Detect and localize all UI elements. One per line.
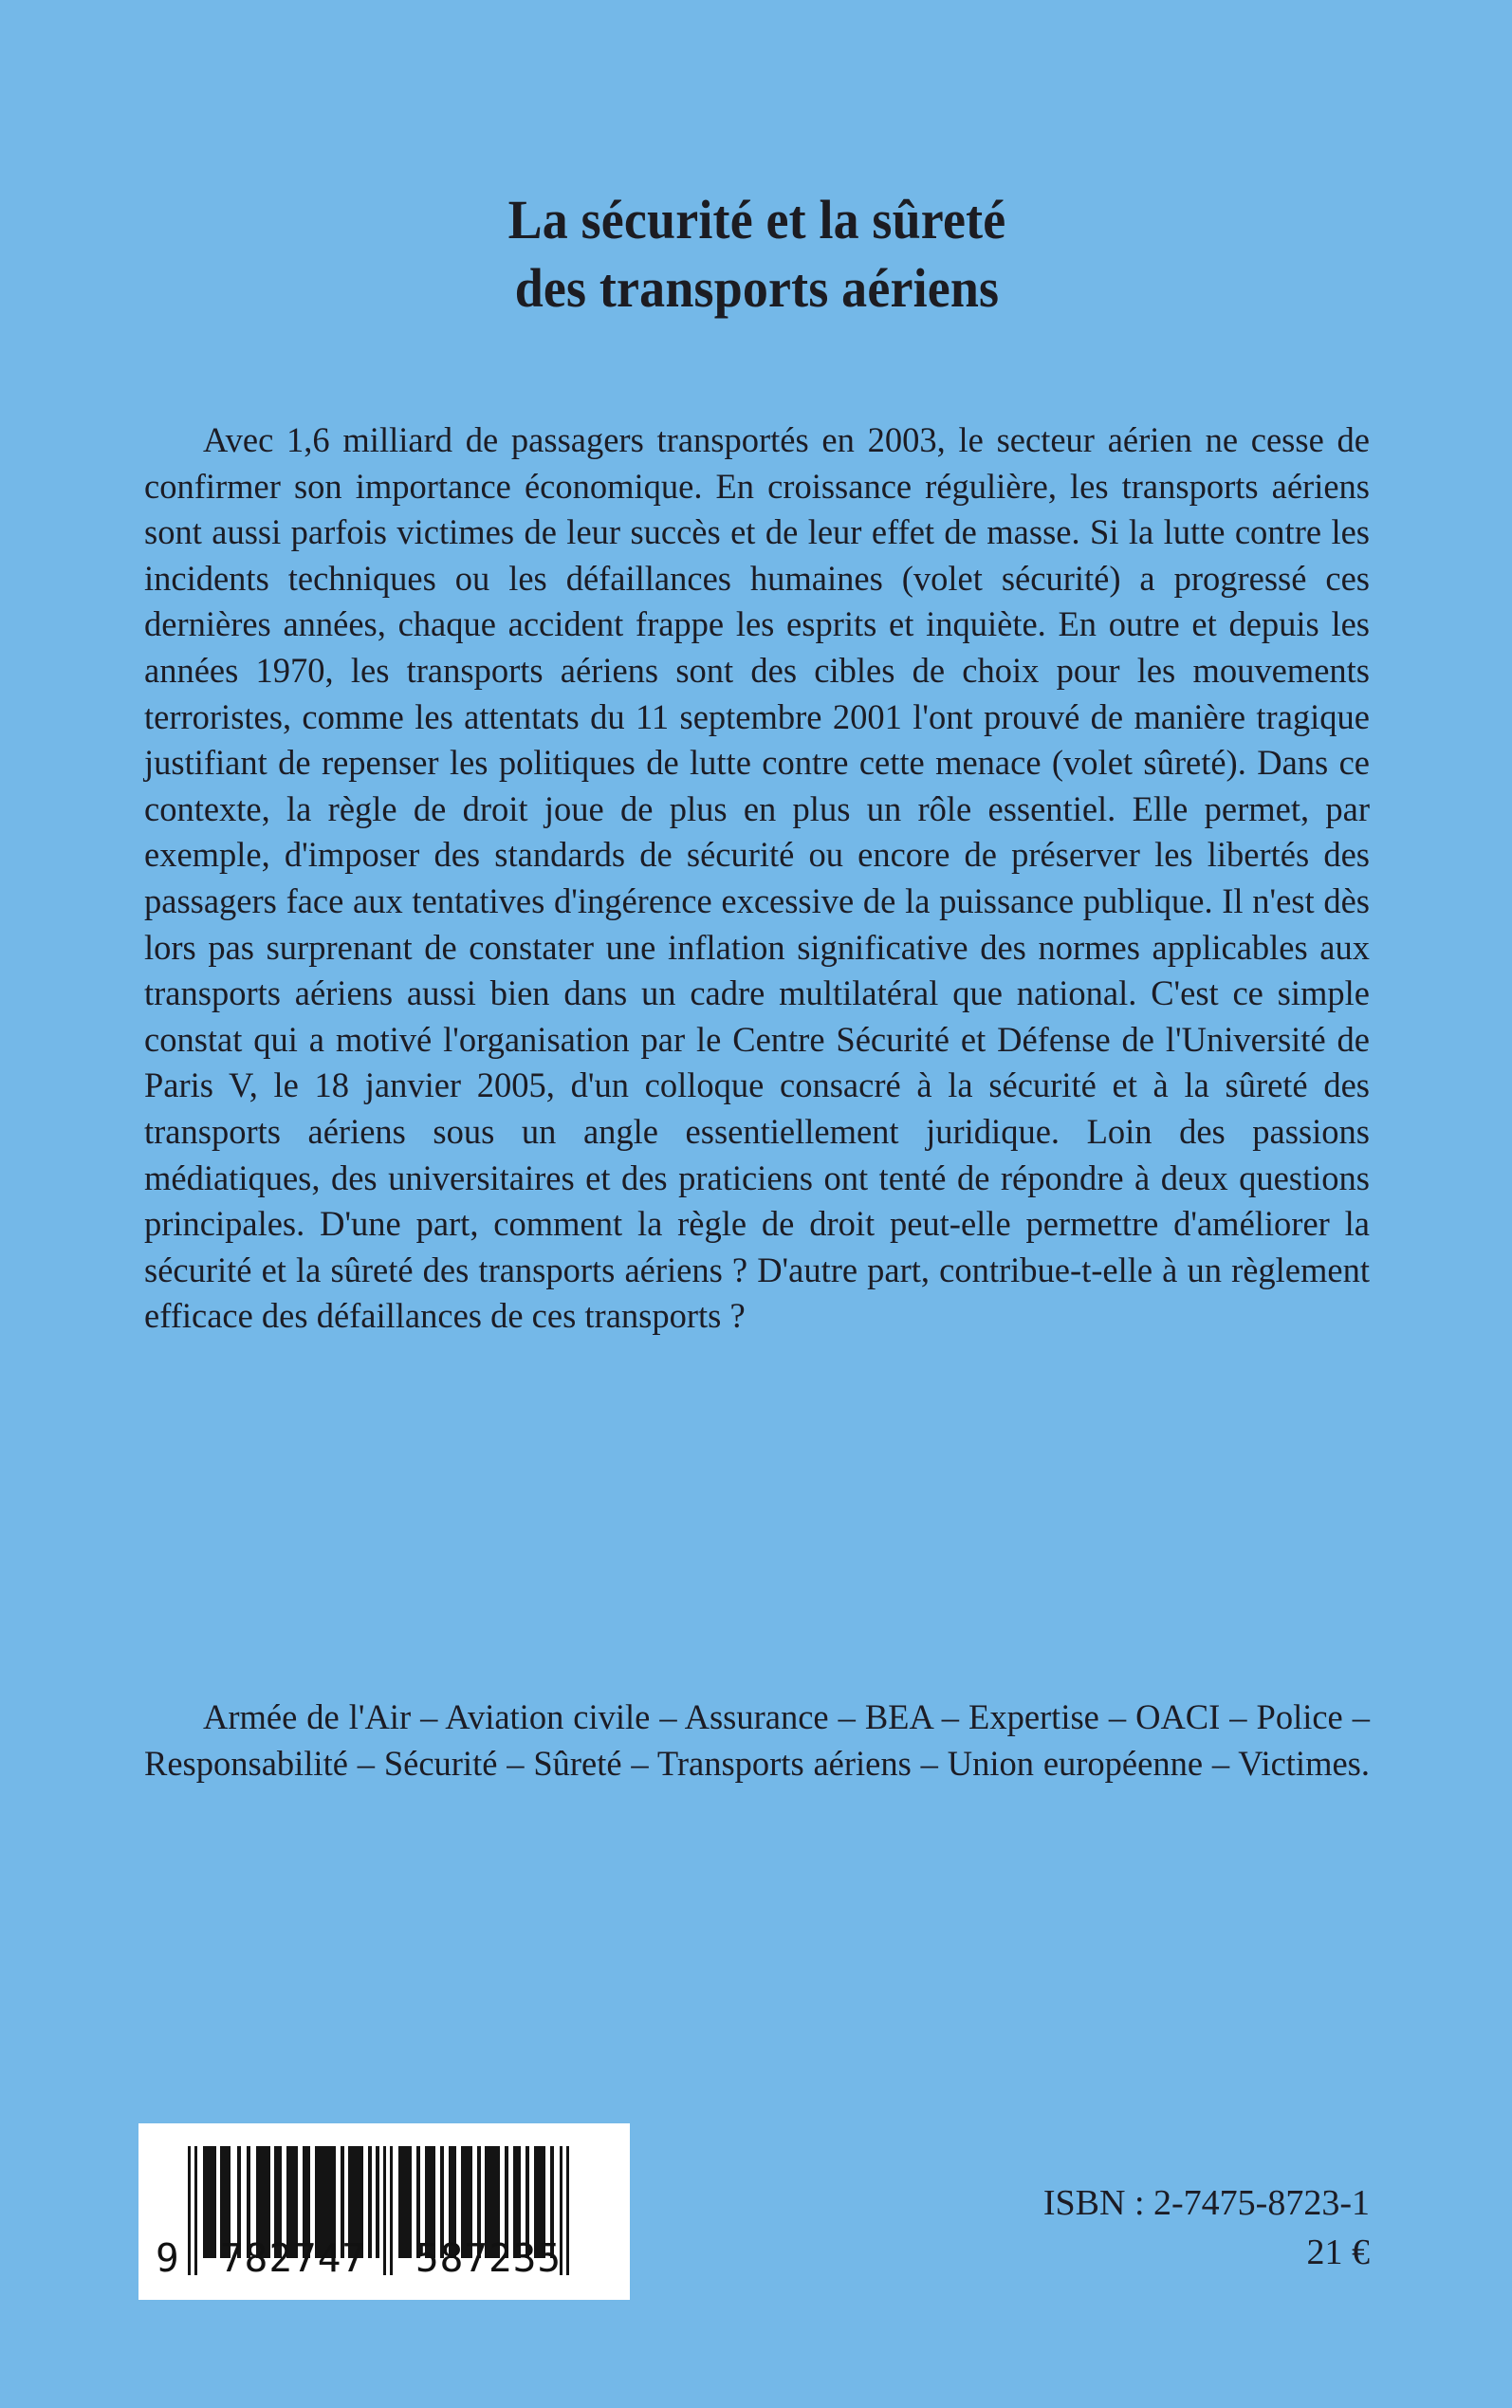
book-keywords: Armée de l'Air – Aviation civile – Assurance – BEA – Expertise – OACI – Police – Responsabilité – Sécurité – Sûreté – Transports aériens – Union européenne – Victimes. bbox=[144, 1697, 1370, 1783]
barcode-digits-right-group: 587235 bbox=[415, 2235, 562, 2281]
barcode-digits-left-group: 782747 bbox=[220, 2235, 367, 2281]
book-title-line-2: des transports aériens bbox=[514, 257, 1000, 319]
book-abstract: Avec 1,6 milliard de passagers transportés en 2003, le secteur aérien ne cesse de confirmer son importance économique. En croissance régulière, les transports aériens sont aussi parfois victimes de leur succès et de leur effet de masse. Si la lutte contre les incidents techniques ou les défaillances humaines (volet sécurité) a progressé ces dernières années, chaque accident frappe les esprits et inquiète. En outre et depuis les années 1970, les transports aériens sont des cibles de choix pour les mouvements terroristes, comme les attentats du 11 septembre 2001 l'ont prouvé de manière tragique justifiant de repenser les politiques de lutte contre cette menace (volet sûreté). Dans ce contexte, la règle de droit joue de plus en plus un rôle essentiel. Elle permet, par exemple, d'imposer des standards de sécurité ou encore de préserver les libertés des passagers face aux tentatives d'ingérence excessive de la puissance publique. Il n'est dès lors pas surprenant de constater une inflation significative des normes applicables aux transports aériens aussi bien dans un cadre multilatéral que national. C'est ce simple constat qui a motivé l'organisation par le Centre Sécurité et Défense de l'Université de Paris V, le 18 janvier 2005, d'un colloque consacré à la sécurité et à la sûreté des transports aériens sous un angle essentiellement juridique. Loin des passions médiatiques, des universitaires et des praticiens ont tenté de répondre à deux questions principales. D'une part, comment la règle de droit peut-elle permettre d'améliorer la sécurité et la sûreté des transports aériens ? D'autre part, contribue-t-elle à un règlement efficace des défaillances de ces transports ? bbox=[144, 420, 1370, 1336]
isbn-block bbox=[1043, 2178, 1370, 2277]
book-title-line-1: La sécurité et la sûreté bbox=[507, 189, 1006, 250]
barcode bbox=[138, 2123, 630, 2300]
isbn-number: ISBN : 2-7475-8723-1 bbox=[1042, 2183, 1370, 2223]
barcode-digits bbox=[138, 2235, 630, 2283]
barcode-digit-lead: 9 bbox=[156, 2235, 180, 2281]
barcode-inner bbox=[138, 2123, 630, 2300]
book-title bbox=[144, 186, 1370, 323]
price: 21 € bbox=[1306, 2232, 1370, 2272]
